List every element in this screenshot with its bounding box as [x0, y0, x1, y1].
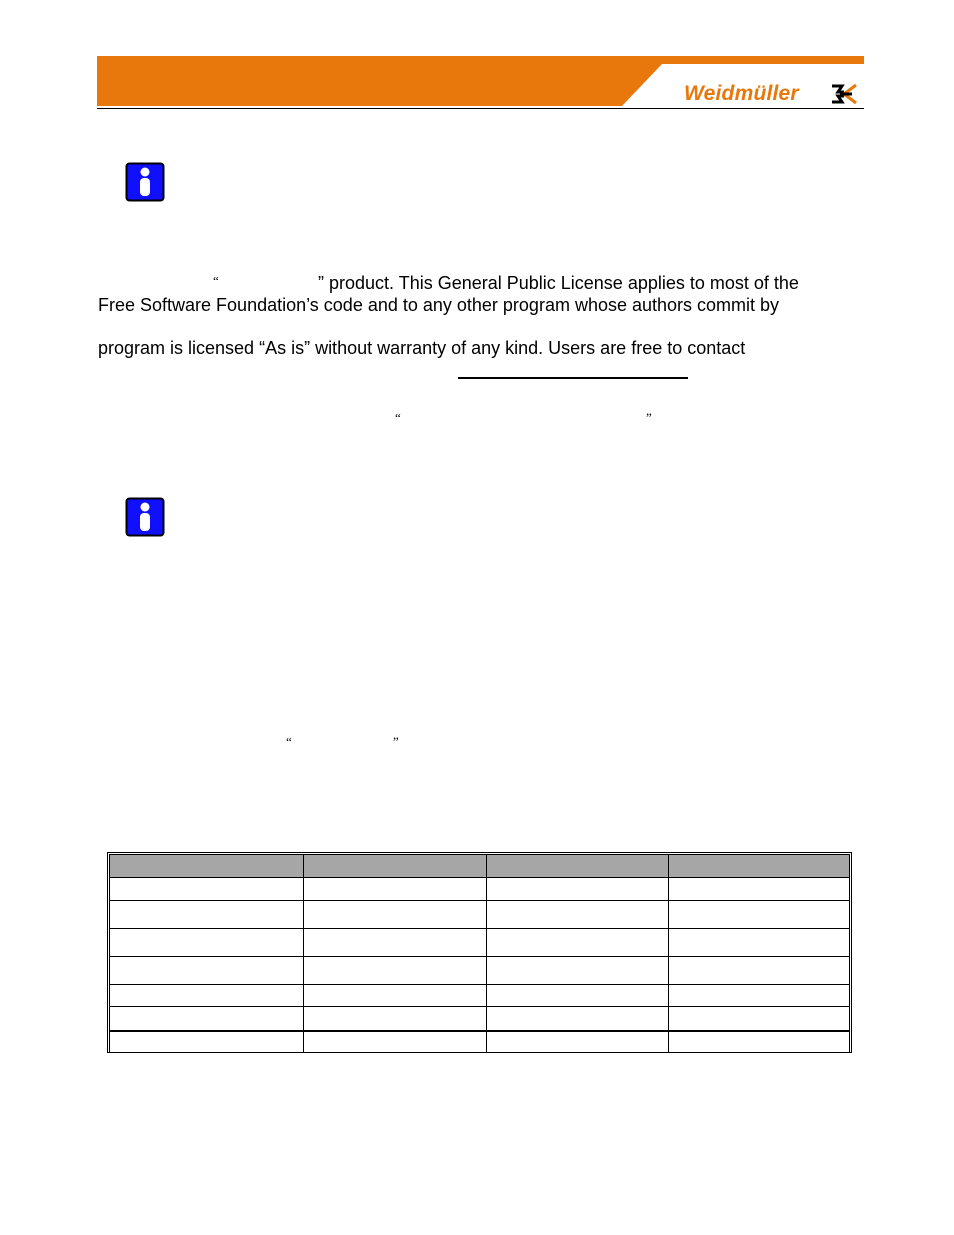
table-cell — [486, 1031, 668, 1053]
info-icon — [125, 497, 165, 537]
table-cell — [110, 878, 304, 901]
link-underline — [458, 377, 688, 379]
table-cell — [668, 1031, 849, 1053]
table-header-row — [110, 855, 850, 878]
table-cell — [668, 1007, 849, 1031]
table-cell — [110, 901, 304, 929]
table-header-cell — [668, 855, 849, 878]
data-table — [109, 854, 850, 1053]
table-cell — [303, 878, 486, 901]
table-cell — [486, 1007, 668, 1031]
body-text-line-2: Free Software Foundation’s code and to any other program whose authors commit by — [98, 295, 780, 315]
table-row — [110, 929, 850, 957]
table-cell — [303, 929, 486, 957]
table-cell — [486, 878, 668, 901]
table-cell — [668, 878, 849, 901]
header-divider — [97, 108, 864, 109]
table-cell — [110, 985, 304, 1007]
table-cell — [110, 957, 304, 985]
table-header-cell — [303, 855, 486, 878]
close-quote: ” — [393, 734, 399, 749]
table-cell — [110, 1007, 304, 1031]
table-cell — [668, 957, 849, 985]
table-cell — [668, 901, 849, 929]
table-cell — [303, 985, 486, 1007]
info-icon — [125, 162, 165, 202]
table-cell — [303, 957, 486, 985]
table-header-cell — [110, 855, 304, 878]
table-cell — [303, 1031, 486, 1053]
table-cell — [486, 985, 668, 1007]
close-quote: ” — [646, 410, 652, 425]
table-cell — [303, 901, 486, 929]
open-quote: “ — [286, 734, 292, 749]
table-row — [110, 957, 850, 985]
weidmuller-logo-mark-icon — [830, 83, 858, 105]
body-text-line-1: ” product. This General Public License applies to most of the — [318, 273, 799, 293]
table-row — [110, 1031, 850, 1053]
open-quote: “ — [213, 273, 219, 288]
table-row — [110, 985, 850, 1007]
table-cell — [486, 929, 668, 957]
open-quote: “ — [395, 410, 401, 425]
table-cell — [668, 929, 849, 957]
table-cell — [486, 957, 668, 985]
table-cell — [303, 1007, 486, 1031]
data-table-frame — [107, 852, 852, 1053]
table-header-cell — [486, 855, 668, 878]
table-cell — [110, 929, 304, 957]
table-row — [110, 901, 850, 929]
table-row — [110, 878, 850, 901]
table-cell — [668, 985, 849, 1007]
table-cell — [110, 1031, 304, 1053]
table-row — [110, 1007, 850, 1031]
table-cell — [486, 901, 668, 929]
brand-logo-text: Weidmüller — [684, 82, 799, 105]
body-text-line-3: program is licensed “As is” without warranty of any kind. Users are free to contact — [98, 338, 746, 358]
